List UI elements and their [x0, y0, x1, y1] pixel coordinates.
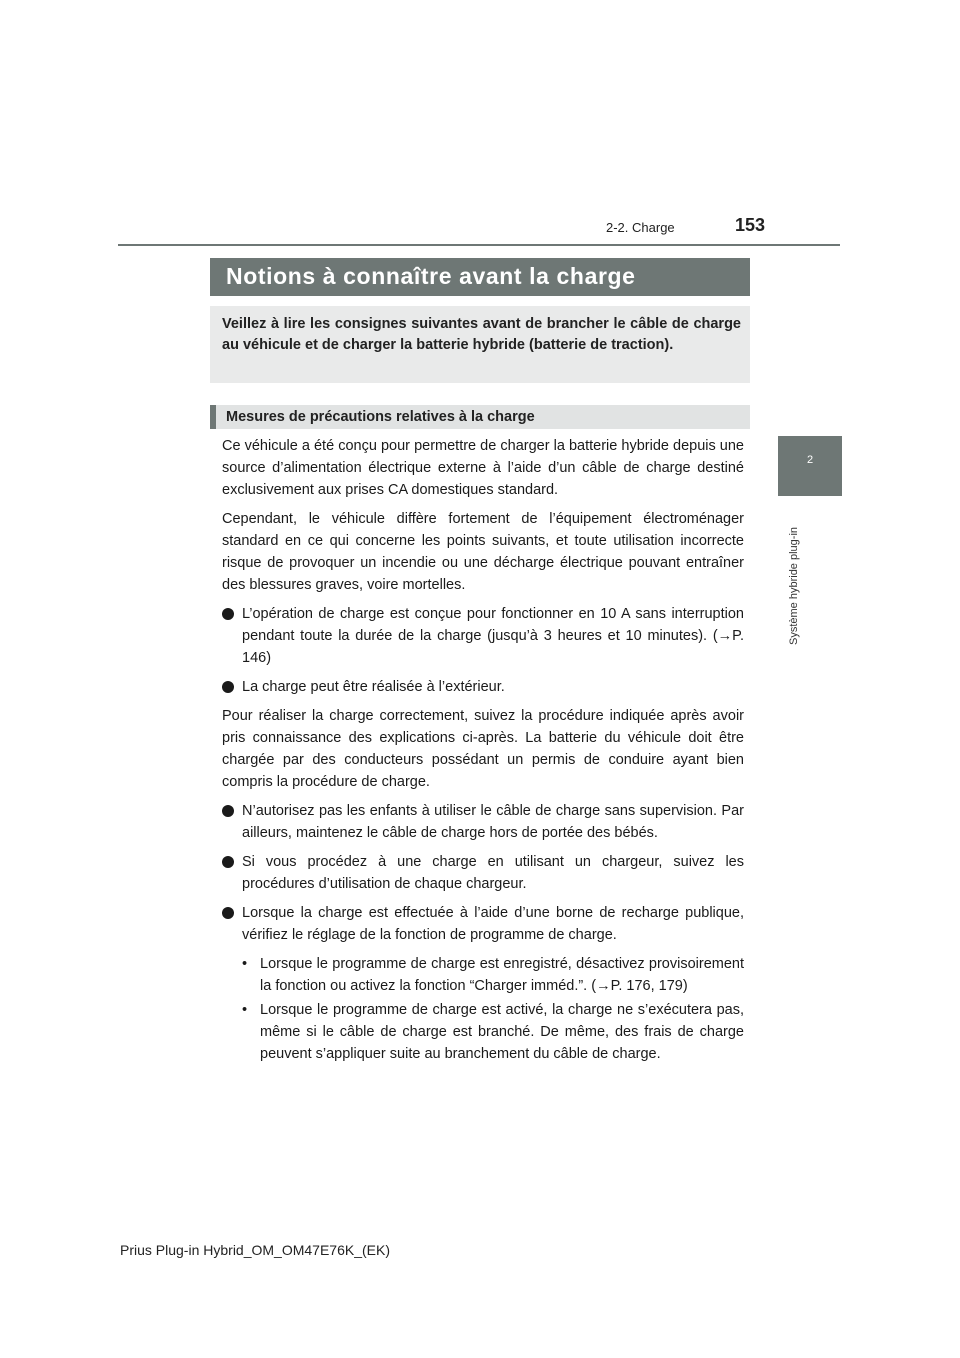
bullet-text: L’opération de charge est conçue pour fonctionner en 10 A sans interruption pendant toute la durée de la charge (jusqu’à 3 heures et 10 minutes). (→P. 146)	[242, 606, 744, 666]
bullet-text: Si vous procédez à une charge en utilisant un chargeur, suivez les procédures d’utilisation de chaque chargeur.	[242, 854, 744, 892]
bullet-item	[222, 902, 744, 946]
paragraph: Cependant, le véhicule diffère fortement de l’équipement électroménager standard en ce qui concerne les points suivants, et toute utilisation incorrecte risque de provoquer un incendie ou une décharge électrique pouvant entraîner des blessures graves, voire mortelles.	[222, 511, 744, 593]
bullet-text: Lorsque la charge est effectuée à l’aide d’une borne de recharge publique, vérifiez le réglage de la fonction de programme de charge.	[242, 905, 744, 943]
bullet-item	[222, 851, 744, 895]
subheading-accent	[210, 405, 216, 429]
bullet-dot-icon	[222, 907, 234, 919]
chapter-label-text: Système hybride plug-in	[788, 526, 800, 645]
sub-bullet-text: Lorsque le programme de charge est enregistré, désactivez provisoirement la fonction ou activez la fonction “Charger imméd.”. (→P. 176, 179)	[260, 956, 744, 994]
chapter-tab	[778, 436, 842, 496]
bullet-dot-icon	[222, 608, 234, 620]
bullet-dot-icon	[222, 856, 234, 868]
intro-text: Veillez à lire les consignes suivantes avant de brancher le câble de charge au véhicule et de charger la batterie hybride (batterie de traction).	[222, 316, 741, 353]
footer-doc-id: Prius Plug-in Hybrid_OM_OM47E76K_(EK)	[120, 1242, 390, 1258]
chapter-number: 2	[806, 454, 814, 466]
subheading: Mesures de précautions relatives à la charge	[226, 409, 535, 425]
title-bar	[210, 258, 750, 296]
bullet-dot-icon	[222, 681, 234, 693]
sub-bullet-item	[222, 953, 744, 997]
body-text	[222, 435, 744, 1067]
subheading-bar	[210, 405, 750, 429]
sub-bullet-marker: •	[242, 1002, 248, 1018]
chapter-label	[786, 510, 800, 645]
section-label: 2-2. Charge	[606, 220, 675, 235]
bullet-dot-icon	[222, 805, 234, 817]
sub-bullet-text: Lorsque le programme de charge est activé, la charge ne s’exécutera pas, même si le câble de charge est branché. De même, des frais de charge peuvent s’appliquer suite au branchement du câble de charge.	[260, 1002, 744, 1062]
bullet-item	[222, 603, 744, 669]
sub-bullet-item	[222, 999, 744, 1065]
header-rule	[118, 244, 840, 246]
page-title: Notions à connaître avant la charge	[226, 263, 636, 289]
intro-box	[210, 306, 750, 383]
bullet-item	[222, 676, 744, 698]
sub-bullet-marker: •	[242, 956, 248, 972]
page-number: 153	[735, 215, 766, 235]
bullet-text: N’autorisez pas les enfants à utiliser le câble de charge sans supervision. Par ailleurs, maintenez le câble de charge hors de portée des bébés.	[242, 803, 744, 841]
bullet-item	[222, 800, 744, 844]
bullet-text: La charge peut être réalisée à l’extérieur.	[242, 679, 505, 695]
paragraph: Ce véhicule a été conçu pour permettre de charger la batterie hybride depuis une source d’alimentation électrique externe à l’aide d’un câble de charge destiné exclusivement aux prises CA domestiques standard.	[222, 438, 744, 498]
paragraph: Pour réaliser la charge correctement, suivez la procédure indiquée après avoir pris connaissance des explications ci-après. La batterie du véhicule doit être chargée par des conducteurs possédant un permis de conduire ayant bien compris la procédure de charge.	[222, 708, 744, 790]
